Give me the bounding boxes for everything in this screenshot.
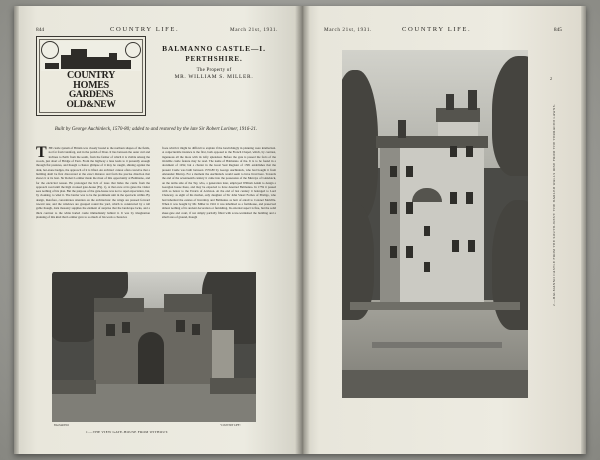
masthead-panel — [36, 36, 146, 116]
magazine-spread — [14, 6, 586, 454]
figure-2-turret-window — [424, 226, 430, 236]
left-date: March 21st, 1931. — [230, 27, 278, 33]
figure-1-caption: 1.—THE VIEW GATE-HOUSE FROM WITHOUT. — [86, 430, 169, 434]
masthead-wordmark — [43, 71, 139, 110]
masthead-line-2: HOMES — [73, 80, 109, 91]
figure-2-tree-right — [492, 56, 528, 176]
figure-1-wall-left — [52, 380, 96, 394]
figure-2-window — [450, 146, 457, 157]
masthead-line-1: COUNTRY — [66, 70, 116, 81]
body-column-1-text: HE castle system of Britain was closely bound to the northern shapes of the fields, not far from Glenfarg, and in the parish of Dron. It lies between the outer curl and inclines to Perth from the south, from the farmer of which it is visible among the woods, just short of Bridge of Earn. From the highway a lane leads to it presently enough through flat pastures, and though a chance glimpse of it may be caught, shining against the dark, hot-stone hedges, the approach of it is lifted. An architect cannot often conceive that a building shall be first discovered at the exact distance and from the precise direction that shows it at its best. Sir Robert Lorimer made the most of this opportunity at Balmanno, and for the encircled reason. He prolonged the lich of trees that hides the castle from the approach road until the high crooked gate-house (Fig. 1), at that once at its gates the visitor sees nothing of his plan. But the purpose of the gate-house was not to repel expectation, but, by cloaking, to whet it. The barrier was to be the prominent unit in the spectacle within. By design, therefore, concentrates attention on the architecture: the wings are pressed forward toward rear, and the windows are grouped round the yard, which is constructed by a tall gable though, dark masonry supplies the element of surprise that the landscape lacks, and a thick contrast to the white harled castle immediately behind it. It was by imagination planning of this kind that Lorimer gave to so much of his work a character. — [36, 146, 150, 219]
figure-1-gable-right — [164, 294, 212, 312]
masthead-line-4: OLD&NEW — [66, 99, 116, 110]
property-line-1: The Property of — [196, 68, 232, 73]
figure-2-chimney-mid — [398, 120, 406, 138]
figure-1-tree-mid — [88, 272, 128, 300]
figure-2-window — [406, 246, 413, 258]
masthead-tower-icon — [71, 49, 87, 69]
figure-1-gable-left — [94, 298, 144, 312]
drop-cap: T — [36, 146, 47, 161]
left-page — [14, 6, 302, 454]
figure-2-chimney-left — [446, 94, 454, 110]
figure-2-terrace-wall — [350, 302, 520, 310]
left-running-head: COUNTRY LIFE. — [110, 26, 180, 33]
figure-2-window — [466, 192, 473, 204]
figure-1-credit-right: "COUNTRY LIFE". — [220, 424, 242, 427]
article-subcaption: Built by George Auchinleck, 1570-80; added to and restored by the late Sir Robert Lorimer, 1916-21. — [54, 127, 258, 132]
masthead-house-icon — [61, 55, 71, 69]
figure-2-window — [406, 202, 413, 214]
figure-1-window-a — [106, 324, 115, 336]
right-page — [302, 6, 586, 454]
article-title-line-1: BALMANNO CASTLE—I. — [162, 44, 266, 53]
figure-2-window — [468, 240, 475, 252]
figure-2-tower-roof — [436, 108, 480, 122]
article-title-line-2: PERTHSHIRE. — [185, 55, 243, 63]
figure-2-chimney-right — [468, 90, 477, 110]
masthead-chimney-icon — [109, 53, 117, 69]
masthead-scroll-icon-right — [125, 42, 141, 58]
figure-2-turret-window — [424, 262, 430, 272]
body-column-1 — [36, 146, 150, 266]
figure-2-number: 2 — [550, 76, 552, 81]
figure-1-archway — [138, 332, 164, 388]
right-folio: 845 — [553, 27, 562, 33]
article-body — [36, 146, 276, 266]
figure-1-wall-right — [210, 378, 256, 394]
figure-1-window-b — [122, 322, 130, 333]
figure-1-window-c — [176, 320, 185, 332]
left-folio: 844 — [36, 27, 45, 33]
figure-2-window — [406, 166, 413, 177]
figure-1-photograph — [52, 272, 256, 422]
body-column-2-text: froze which it might be difficult to explain if the bewitchingly in planning were intellectual. A conjecturable instance is the first, both opposed to the French Chapel, which, by contrast, ingenuous all the more with its lofty splendour. Before the gate is passed the facts of the invisible castle feature may be read. The name of Balmanno of the. It is to be found in a document of 1292, but a charter in the Great Seal Register of 1581 establishes that the present Castle was built between 1570-80 by George Auchinleck, who had bought it from Alexander Murray. For a moment the Auchinleck would seem to have lived here. Towards the end of the seventeenth century it came into the possession of the Murrays of Glendoick, on the terms side of the Tay, who, a generation later, employed William Adam to design a Georgian house there, and may be expected to have deserted Balmanno. In 1759 it passed with so below to the Ewarts of Arviston. At the end of last century it belonged to Lord Chancery, as eight of his mother, only daughter of Sir John Stuart Forbes of Pitsligo, who had inherited the estates of Invermay and Balmanno as heir of entail to Colonel Melville. When it was bought by Mr. Miller in 1916 it was inhabited as a farmhouse, and preserved almost nothing of its ancient decoration or furnishing. Its external aspect is fine, but the solid sheer-gate and court, if not simply partially filled with scare-warnished the building and a small area of ground, though — [162, 146, 276, 219]
figure-1-credit-left: BALMANNO — [54, 424, 69, 427]
figure-2-window — [390, 246, 397, 258]
masthead-cottage-icon — [117, 60, 131, 69]
figure-2-terrace-step — [372, 342, 502, 348]
article-title-block — [154, 44, 274, 80]
figure-2-round-turret — [416, 200, 438, 308]
right-page-edge — [581, 6, 586, 454]
right-running-head: COUNTRY LIFE. — [402, 26, 472, 33]
figure-2-foreground-shadow — [342, 370, 528, 398]
masthead-wall-icon — [45, 63, 59, 69]
masthead-scroll-icon — [41, 41, 59, 59]
figure-2-tree-left — [342, 70, 378, 220]
figure-2-window — [390, 202, 397, 214]
body-column-2 — [162, 146, 276, 266]
figure-2-window — [466, 146, 473, 157]
figure-2-shrub-right — [492, 200, 528, 330]
spread-gutter — [295, 6, 310, 454]
left-page-edge — [14, 6, 19, 454]
figure-2-photograph — [342, 50, 528, 398]
right-date: March 21st, 1931. — [324, 27, 372, 33]
figure-2-window — [390, 166, 397, 177]
figure-2-caption: 2.—BALMANNO CASTLE FROM THE SOUTH-WEST: THE HARLED WALLS RISE FROM THE TERRACED LAWNS. — [552, 103, 556, 306]
masthead-line-3: GARDENS — [68, 90, 114, 100]
masthead-hall-icon — [87, 57, 109, 69]
property-line-2: MR. WILLIAM S. MILLER. — [174, 74, 254, 80]
figure-1-window-d — [192, 324, 200, 335]
figure-2-window — [452, 240, 459, 252]
figure-2-window — [450, 192, 457, 204]
